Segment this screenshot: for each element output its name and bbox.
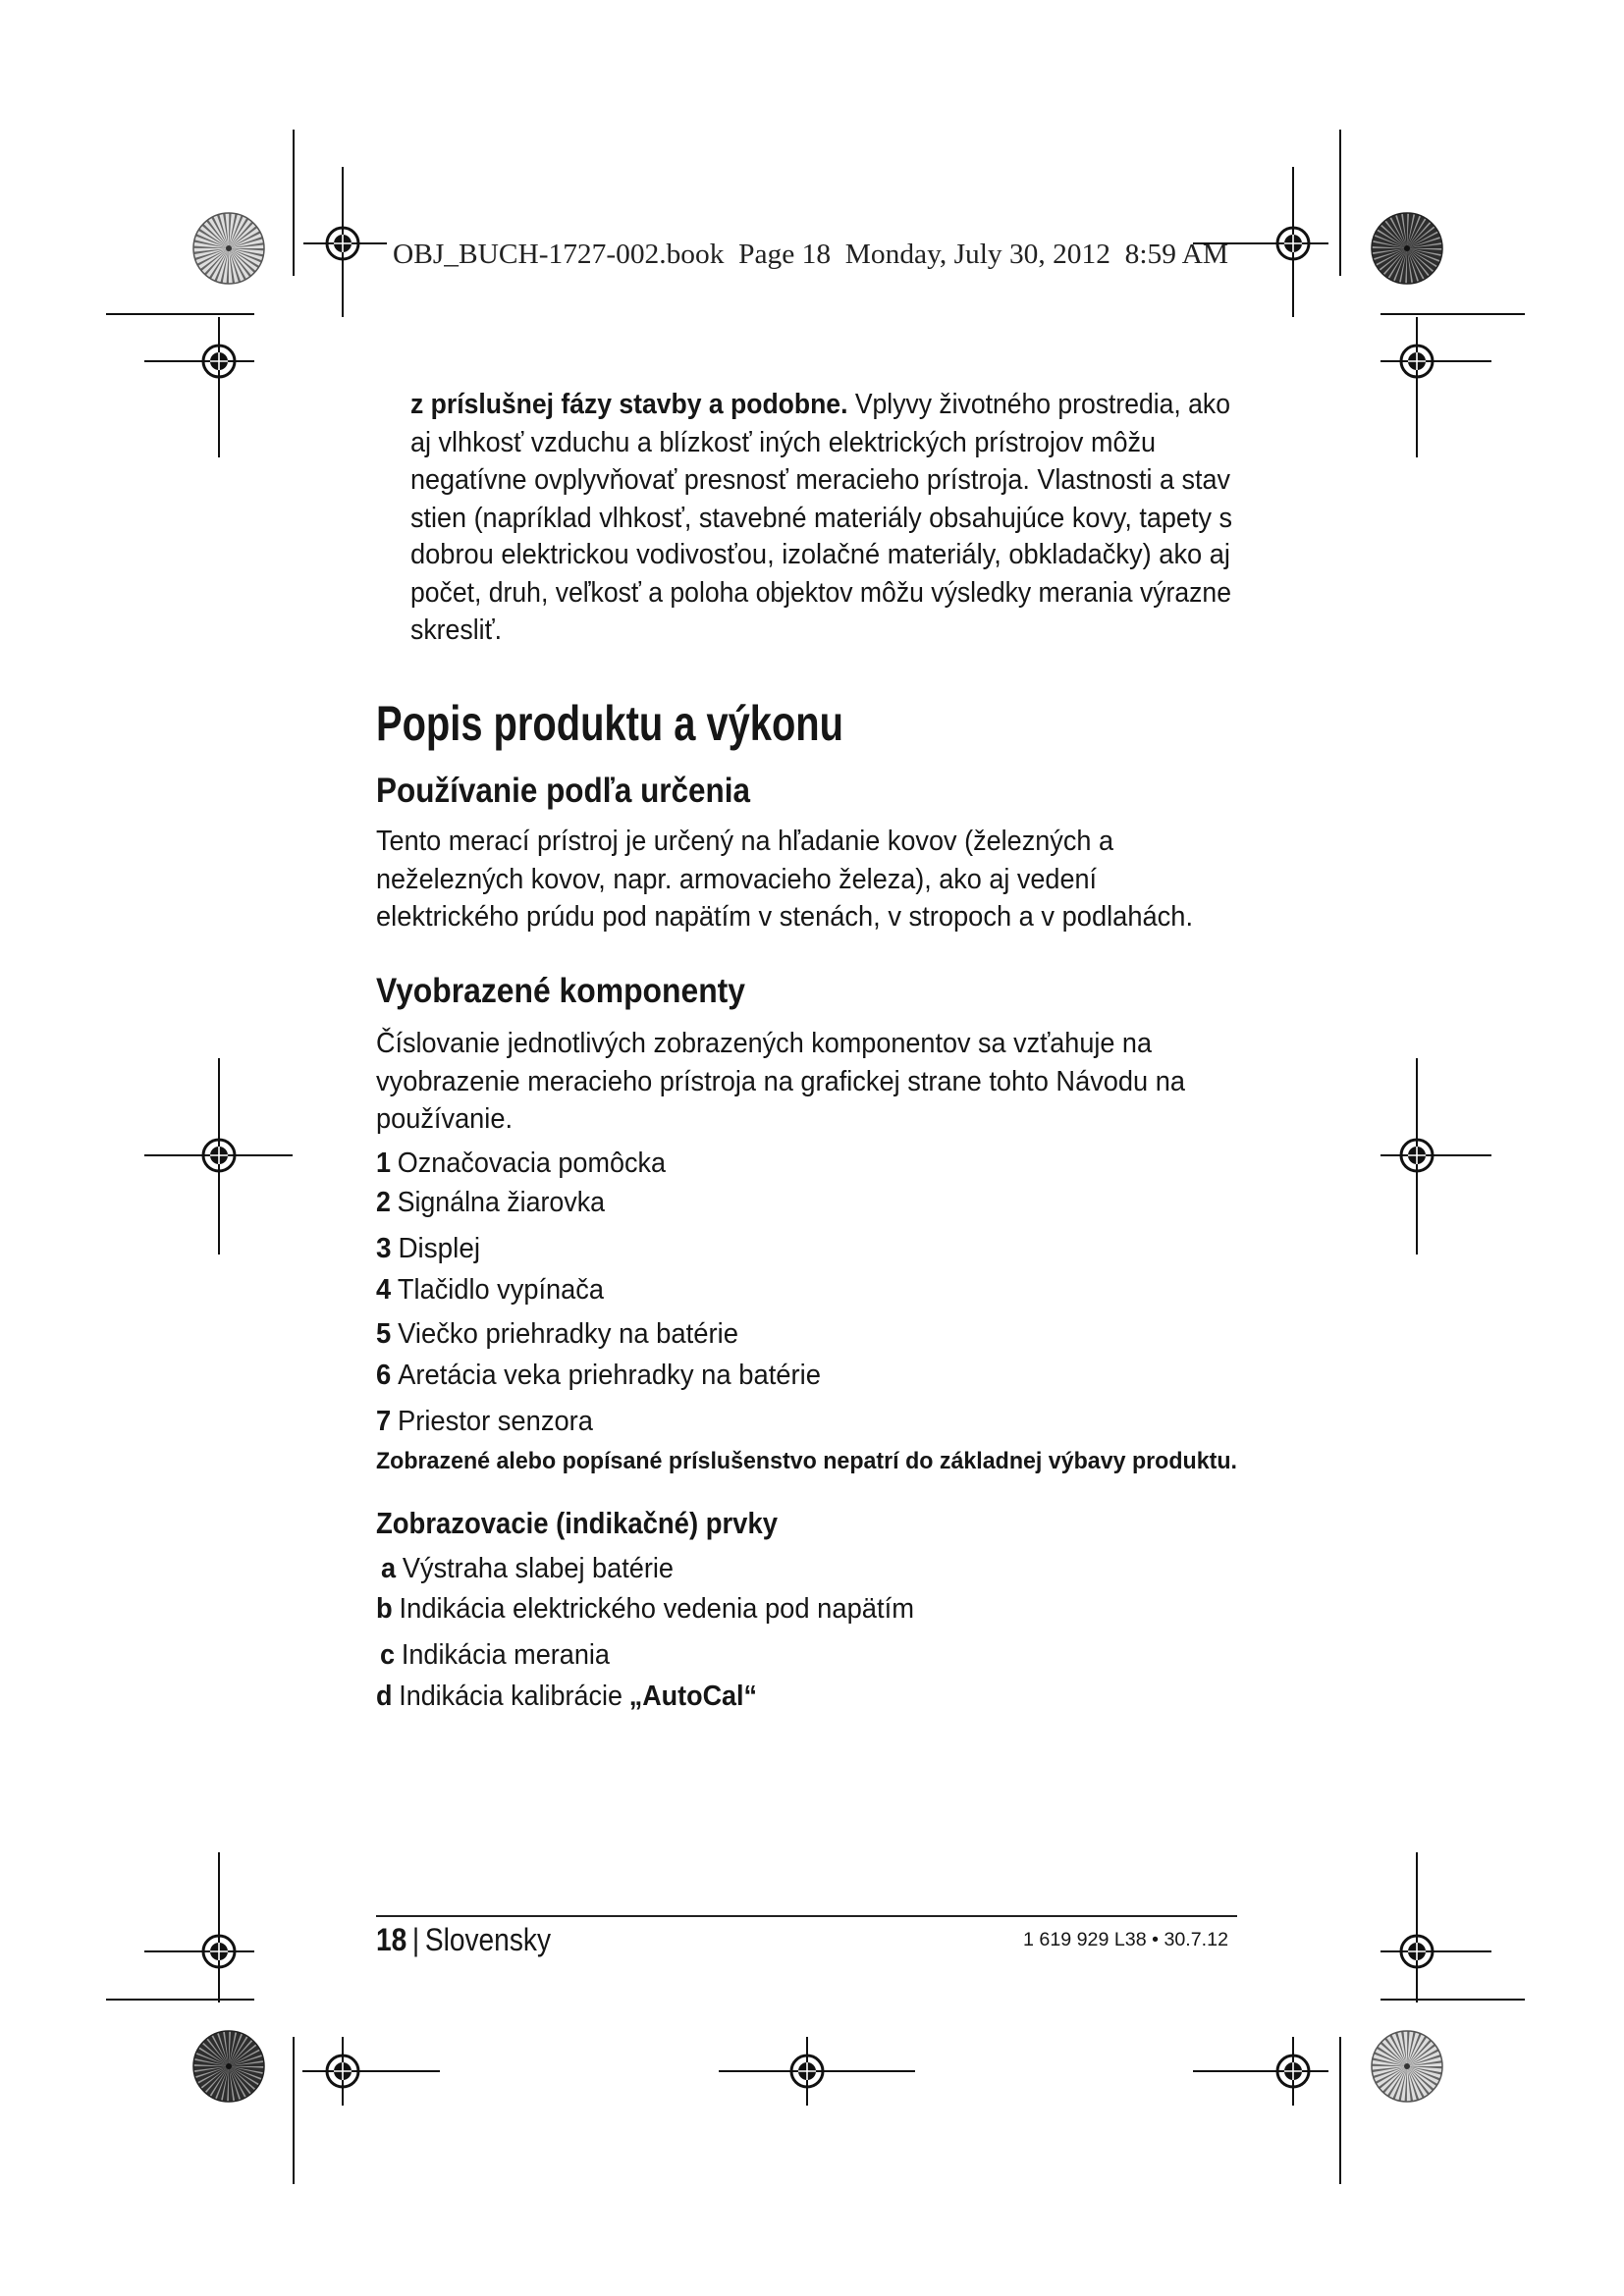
paragraph-line: Číslovanie jednotlivých zobrazených komponentov sa vzťahuje na	[376, 1028, 1152, 1059]
intro-line: aj vlhkosť vzduchu a blízkosť iných elektrických prístrojov môžu	[410, 427, 1157, 458]
footer-separator: |	[411, 1922, 420, 1957]
component-label: Signálna žiarovka	[397, 1187, 606, 1218]
document-code: 1 619 929 L38 • 30.7.12	[1023, 1930, 1229, 1950]
display-element-label: Indikácia merania	[401, 1639, 610, 1671]
intro-line: stien (napríklad vlhkosť, stavebné materiály obsahujúce kovy, tapety s	[410, 503, 1232, 534]
component-label: Priestor senzora	[398, 1406, 593, 1437]
paragraph-line: elektrického prúdu pod napätím v stenách, v stropoch a v podlahách.	[376, 901, 1194, 933]
print-slug: OBJ_BUCH-1727-002.book Page 18 Monday, July 30, 2012 8:59 AM	[393, 240, 1229, 270]
footer-language: Slovensky	[424, 1922, 552, 1957]
component-item	[376, 1232, 480, 1265]
intro-line-text: Vplyvy životného prostredia, ako	[847, 389, 1230, 420]
color-registration-target	[193, 2031, 264, 2102]
component-item	[376, 1186, 605, 1219]
component-item	[376, 1317, 738, 1351]
page-number: 18	[376, 1922, 407, 1957]
component-number: 6	[376, 1360, 392, 1391]
display-element-item	[376, 1592, 914, 1626]
component-number: 7	[376, 1406, 392, 1437]
paragraph-line: vyobrazenie meracieho prístroja na grafickej strane tohto Návodu na	[376, 1066, 1185, 1097]
component-item	[376, 1405, 593, 1438]
display-element-label: Výstraha slabej batérie	[402, 1553, 675, 1584]
color-registration-target	[1372, 213, 1442, 284]
intro-line: dobrou elektrickou vodivosťou, izolačné materiály, obkladačky) ako aj	[410, 539, 1230, 570]
color-registration-target	[193, 213, 264, 284]
intro-line	[410, 388, 1230, 421]
component-label: Aretácia veka priehradky na batérie	[398, 1360, 821, 1391]
intro-line: skresliť.	[410, 614, 503, 646]
display-element-key: c	[380, 1639, 396, 1671]
subsection-title-components: Vyobrazené komponenty	[376, 972, 746, 1010]
paragraph-line: používanie.	[376, 1103, 513, 1135]
footer-rule	[376, 1915, 1237, 1917]
footer-page-label	[376, 1924, 551, 1955]
display-element-label: Indikácia elektrického vedenia pod napätím	[399, 1593, 914, 1625]
display-element-label-bold: „AutoCal“	[628, 1681, 758, 1712]
component-number: 5	[376, 1318, 392, 1350]
component-label: Displej	[398, 1233, 481, 1264]
display-element-item	[380, 1638, 610, 1672]
component-number: 2	[376, 1187, 391, 1218]
display-element-item	[376, 1680, 757, 1713]
section-title: Popis produktu a výkonu	[376, 696, 843, 751]
accessories-note: Zobrazené alebo popísané príslušenstvo nepatrí do základnej výbavy produktu.	[376, 1448, 1237, 1474]
color-registration-target	[1372, 2031, 1442, 2102]
component-item	[376, 1359, 821, 1392]
display-element-item	[381, 1552, 674, 1585]
component-label: Viečko priehradky na batérie	[398, 1318, 738, 1350]
subsection-title-display-elements: Zobrazovacie (indikačné) prvky	[376, 1506, 778, 1540]
intro-line: počet, druh, veľkosť a poloha objektov môžu výsledky merania výrazne	[410, 577, 1231, 609]
intro-line: negatívne ovplyvňovať presnosť meracieho prístroja. Vlastnosti a stav	[410, 464, 1230, 496]
display-element-key: a	[381, 1553, 397, 1584]
component-item	[376, 1147, 666, 1180]
component-label: Označovacia pomôcka	[397, 1148, 667, 1179]
subsection-title-intended-use: Používanie podľa určenia	[376, 772, 750, 810]
component-number: 4	[376, 1274, 392, 1306]
display-element-key: d	[376, 1681, 393, 1712]
component-number: 3	[376, 1233, 392, 1264]
intro-lead-bold: z príslušnej fázy stavby a podobne.	[410, 389, 848, 420]
display-element-label: Indikácia kalibrácie	[399, 1681, 623, 1712]
component-number: 1	[376, 1148, 392, 1179]
paragraph-line: neželezných kovov, napr. armovacieho železa), ako aj vedení	[376, 864, 1098, 895]
display-element-key: b	[376, 1593, 393, 1625]
component-label: Tlačidlo vypínača	[397, 1274, 605, 1306]
component-item	[376, 1273, 604, 1307]
paragraph-line: Tento merací prístroj je určený na hľadanie kovov (železných a	[376, 826, 1113, 857]
